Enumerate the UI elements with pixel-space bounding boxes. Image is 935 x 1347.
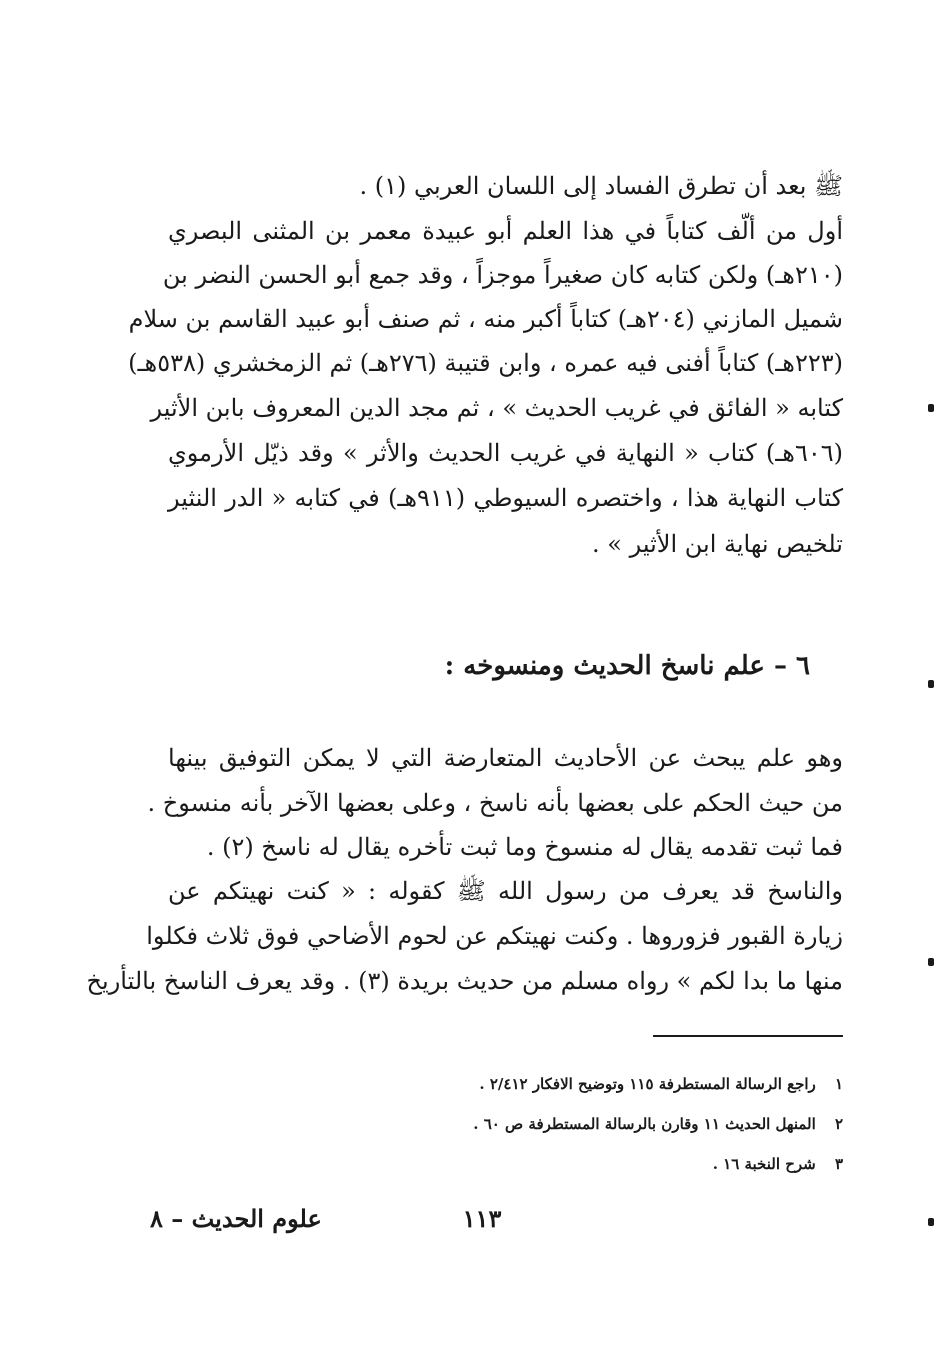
footnote-separator <box>653 1035 843 1037</box>
footnote-number: ١ <box>834 1075 843 1093</box>
footnote-3 <box>713 1153 843 1175</box>
body-line: (٢٢٣هـ) كتاباً أفنى فيه عمره ، وابن قتيبة (٢٧٦هـ) ثم الزمخشري (٥٣٨هـ) <box>128 349 843 377</box>
body-line: من حيث الحكم على بعضها بأنه ناسخ ، وعلى بعضها الآخر بأنه منسوخ . <box>147 789 843 817</box>
footnote-text: المنهل الحديث ١١ وقارن بالرسالة المستطرفة ص ٦٠ . <box>473 1115 816 1133</box>
footnote-text: شرح النخبة ١٦ . <box>712 1155 816 1173</box>
footnote-2 <box>473 1113 843 1135</box>
scan-mark <box>928 958 934 966</box>
footnote-number: ٣ <box>834 1155 843 1173</box>
body-line: شميل المازني (٢٠٤هـ) كتاباً أكبر منه ، ثم صنف أبو عبيد القاسم بن سلام <box>128 305 843 333</box>
body-line: أول من ألّف كتاباً في هذا العلم أبو عبيدة معمر بن المثنى البصري <box>168 217 843 245</box>
body-line: كتاب النهاية هذا ، واختصره السيوطي (٩١١هـ) في كتابه « الدر النثير <box>168 484 843 512</box>
body-line: زيارة القبور فزوروها . وكنت نهيتكم عن لحوم الأضاحي فوق ثلاث فكلوا <box>146 922 843 950</box>
scan-mark <box>928 404 934 412</box>
body-line: تلخيص نهاية ابن الأثير » . <box>592 530 843 558</box>
body-line: كتابه « الفائق في غريب الحديث » ، ثم مجد الدين المعروف بابن الأثير <box>150 394 843 422</box>
body-line: (٢١٠هـ) ولكن كتابه كان صغيراً موجزاً ، وقد جمع أبو الحسن النضر بن <box>162 261 843 289</box>
scan-mark <box>928 1218 934 1226</box>
body-line: والناسخ قد يعرف من رسول الله ﷺ كقوله : « كنت نهيتكم عن <box>168 877 843 905</box>
running-footer: علوم الحديث – ٨ <box>150 1204 322 1233</box>
footnote-number: ٢ <box>834 1115 843 1133</box>
footnote-text: راجع الرسالة المستطرفة ١١٥ وتوضيح الافكار ٢/٤١٢ . <box>479 1075 816 1093</box>
scan-mark <box>928 680 934 688</box>
footnote-1 <box>479 1073 843 1095</box>
body-line: (٦٠٦هـ) كتاب « النهاية في غريب الحديث والأثر » وقد ذيّل الأرموي <box>168 439 843 467</box>
page-number: ١١٣ <box>462 1204 502 1233</box>
body-line: وهو علم يبحث عن الأحاديث المتعارضة التي لا يمكن التوفيق بينها <box>168 744 843 772</box>
body-line: ﷺ بعد أن تطرق الفساد إلى اللسان العربي (١) . <box>359 172 843 200</box>
body-line: فما ثبت تقدمه يقال له منسوخ وما ثبت تأخره يقال له ناسخ (٢) . <box>206 833 843 861</box>
body-line: منها ما بدا لكم » رواه مسلم من حديث بريدة (٣) . وقد يعرف الناسخ بالتأريخ <box>86 967 843 995</box>
section-heading: ٦ – علم ناسخ الحديث ومنسوخه : <box>444 651 810 681</box>
